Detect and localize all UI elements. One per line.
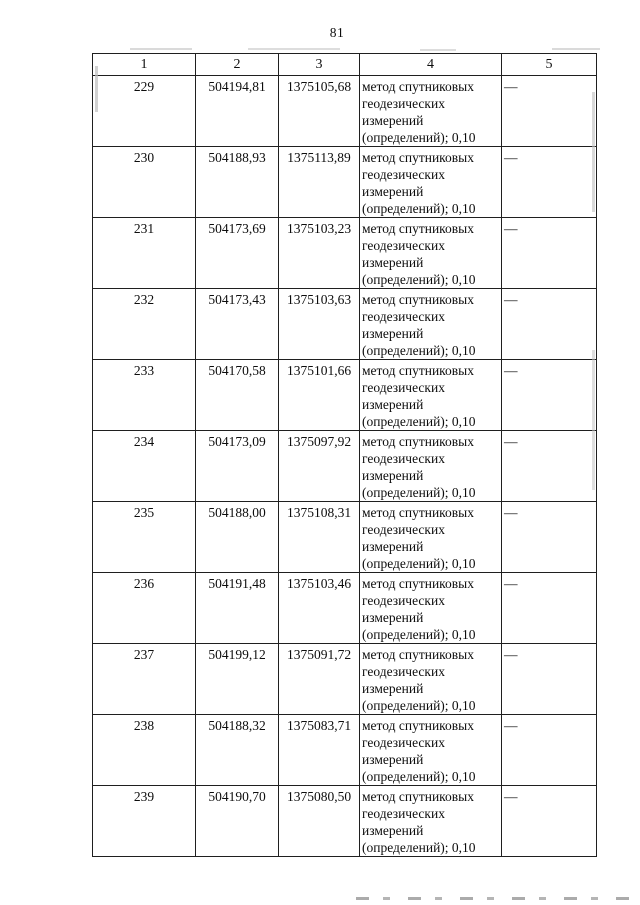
table-row [93,147,597,218]
cell-point-number: 236 [93,573,196,644]
cell-coord-x: 504194,81 [196,76,279,147]
scan-artifact [356,897,638,900]
scan-artifact [248,48,340,50]
cell-point-number: 235 [93,502,196,573]
table-row [93,218,597,289]
cell-coord-y: 1375113,89 [279,147,360,218]
cell-method: метод спутниковых геодезических измерений (определений); 0,10 [360,715,502,786]
cell-method: метод спутниковых геодезических измерений (определений); 0,10 [360,218,502,289]
cell-point-number: 232 [93,289,196,360]
cell-point-number: 229 [93,76,196,147]
cell-note: — [502,218,597,289]
cell-coord-x: 504190,70 [196,786,279,857]
cell-coord-x: 504199,12 [196,644,279,715]
table-row [93,76,597,147]
cell-note: — [502,573,597,644]
cell-coord-y: 1375108,31 [279,502,360,573]
table-row [93,360,597,431]
cell-coord-y: 1375097,92 [279,431,360,502]
cell-method: метод спутниковых геодезических измерений (определений); 0,10 [360,502,502,573]
page-number: 81 [329,25,345,40]
cell-coord-x: 504188,93 [196,147,279,218]
cell-coord-y: 1375101,66 [279,360,360,431]
cell-coord-x: 504173,43 [196,289,279,360]
column-header-4: 4 [360,54,502,76]
cell-note: — [502,502,597,573]
cell-method: метод спутниковых геодезических измерений (определений); 0,10 [360,289,502,360]
cell-method: метод спутниковых геодезических измерений (определений); 0,10 [360,360,502,431]
cell-coord-y: 1375103,63 [279,289,360,360]
table-row [93,573,597,644]
cell-coord-y: 1375103,46 [279,573,360,644]
cell-point-number: 234 [93,431,196,502]
table-row [93,502,597,573]
column-header-5: 5 [502,54,597,76]
column-header-3: 3 [279,54,360,76]
cell-coord-y: 1375083,71 [279,715,360,786]
table-row [93,715,597,786]
table-row [93,786,597,857]
cell-point-number: 238 [93,715,196,786]
cell-note: — [502,644,597,715]
scan-artifact [130,48,192,50]
coordinates-table [92,53,597,857]
cell-point-number: 239 [93,786,196,857]
cell-coord-x: 504191,48 [196,573,279,644]
cell-coord-x: 504188,00 [196,502,279,573]
scan-artifact [552,48,600,50]
cell-coord-y: 1375103,23 [279,218,360,289]
column-header-1: 1 [93,54,196,76]
cell-coord-x: 504173,09 [196,431,279,502]
cell-note: — [502,431,597,502]
cell-point-number: 231 [93,218,196,289]
table-row [93,644,597,715]
cell-note: — [502,289,597,360]
cell-note: — [502,147,597,218]
cell-method: метод спутниковых геодезических измерений (определений); 0,10 [360,76,502,147]
cell-method: метод спутниковых геодезических измерений (определений); 0,10 [360,644,502,715]
cell-point-number: 233 [93,360,196,431]
scan-artifact [420,49,456,51]
cell-note: — [502,715,597,786]
cell-method: метод спутниковых геодезических измерений (определений); 0,10 [360,431,502,502]
column-header-2: 2 [196,54,279,76]
cell-coord-x: 504188,32 [196,715,279,786]
table-header-row [93,54,597,76]
cell-point-number: 237 [93,644,196,715]
cell-method: метод спутниковых геодезических измерений (определений); 0,10 [360,573,502,644]
cell-coord-x: 504170,58 [196,360,279,431]
cell-note: — [502,786,597,857]
cell-point-number: 230 [93,147,196,218]
cell-coord-y: 1375091,72 [279,644,360,715]
cell-method: метод спутниковых геодезических измерений (определений); 0,10 [360,786,502,857]
cell-coord-y: 1375080,50 [279,786,360,857]
cell-coord-x: 504173,69 [196,218,279,289]
cell-method: метод спутниковых геодезических измерений (определений); 0,10 [360,147,502,218]
cell-coord-y: 1375105,68 [279,76,360,147]
table-row [93,431,597,502]
table-row [93,289,597,360]
cell-note: — [502,76,597,147]
cell-note: — [502,360,597,431]
